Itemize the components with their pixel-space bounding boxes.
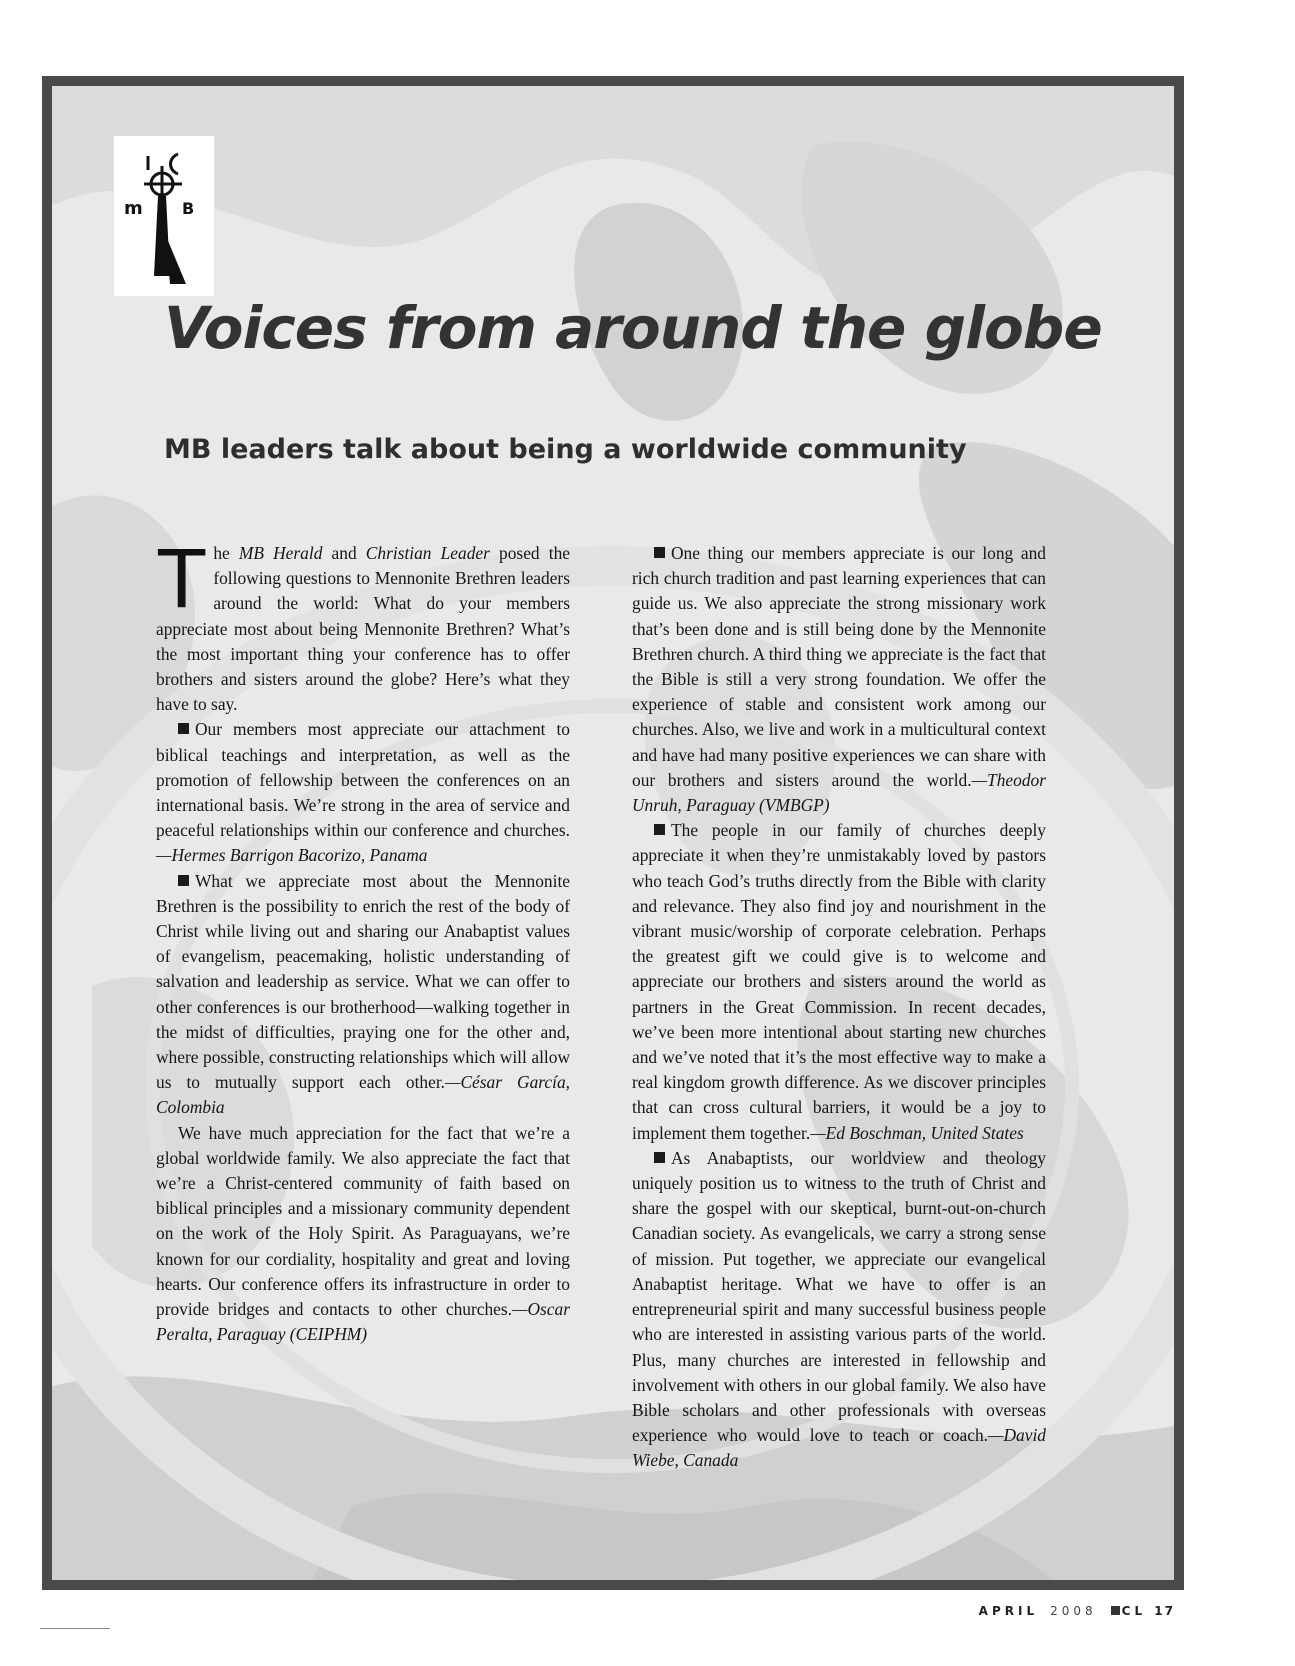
response-paragraph	[632, 818, 1046, 1146]
article-frame	[42, 76, 1184, 1590]
folio-page-number: 17	[1154, 1604, 1175, 1618]
article-title: Voices from around the globe	[164, 294, 1102, 362]
response-text: We have much appreciation for the fact that we’re a global worldwide family. We also appreciate the fact that we’re a Christ-centered community of faith based on biblical principles and a missionary community dependent on the work of the Holy Spirit. As Paraguayans, we’re known for our cordiality, hospitality and great and loving hearts. Our conference offers its infrastructure in order to provide bridges and contacts to other churches.	[156, 1122, 570, 1320]
response-paragraph	[632, 541, 1046, 818]
drop-cap: T	[156, 531, 208, 625]
response-attribution: —David Wiebe, Canada	[632, 1425, 1046, 1471]
square-separator-icon	[1111, 1606, 1120, 1615]
intro-text-3: posed the following questions to Mennonite Brethren leaders around the world: What do your members appreciate most about being Mennonite Brethren? What’s the most important thing your conference has to offer brothers and sisters around the globe? Here’s what they have to say.	[156, 543, 570, 715]
response-text: As Anabaptists, our worldview and theology uniquely position us to witness to the truth of Christ and share the gospel with our skeptical, burnt-out-on-church Canadian society. As evangelicals, we carry a strong sense of mission. Put together, we appreciate our evangelical Anabaptist heritage. What we have to offer is an entrepreneurial spirit and many successful business people who are interested in assisting various parts of the world. Plus, many churches are interested in fellowship and involvement with others in our global family. We also have Bible scholars and other professionals with overseas experience who would love to teach or coach.	[632, 1147, 1046, 1446]
square-bullet-icon	[654, 1152, 665, 1163]
response-attribution: —Oscar Peralta, Paraguay (CEIPHM)	[156, 1299, 570, 1345]
logo-letter-b: B	[182, 199, 195, 218]
response-attribution: —Ed Boschman, United States	[810, 1122, 1024, 1143]
mb-logo	[114, 136, 214, 296]
response-attribution: —Hermes Barrigon Bacorizo, Panama	[156, 845, 428, 866]
response-paragraph	[156, 717, 570, 868]
response-paragraph	[632, 1146, 1046, 1474]
publication-name-leader: Christian Leader	[365, 543, 490, 563]
response-paragraph	[156, 869, 570, 1121]
response-text: The people in our family of churches deeply appreciate it when they’re unmistakably loved by pastors who teach God’s truths directly from the Bible with clarity and relevance. They also find joy and nourishment in the vibrant music/worship of corporate celebration. Perhaps the greatest gift we could give is to welcome and appreciate our brothers and sisters around the world as partners in the Great Commission. In recent decades, we’ve been more intentional about starting new churches and we’ve noted that it’s the most effective way to make a real kingdom growth difference. As we discover principles that can cross cultural barriers, it would be a joy to implement them together.	[632, 820, 1046, 1143]
square-bullet-icon	[178, 875, 189, 886]
folio-magazine: CL	[1121, 1604, 1147, 1618]
left-column	[156, 531, 570, 1348]
article-subtitle: MB leaders talk about being a worldwide community	[164, 434, 967, 465]
footer-rule	[40, 1628, 110, 1629]
right-column	[632, 541, 1046, 1474]
square-bullet-icon	[654, 824, 665, 835]
response-attribution: —César García, Colombia	[156, 1072, 570, 1118]
response-attribution: —Theodor Unruh, Paraguay (VMBGP)	[632, 769, 1046, 816]
response-text: One thing our members appreciate is our long and rich church tradition and past learning experiences that can guide us. We also appreciate the strong missionary work that’s been done and is still being done by the Mennonite Brethren church. A third thing we appreciate is the fact that the Bible is still a very strong foundation. We offer the experience of stable and consistent work among our churches. Also, we live and work in a multicultural context and have had many positive experiences we can share with our brothers and sisters around the world.	[632, 543, 1046, 790]
square-bullet-icon	[654, 547, 665, 558]
intro-paragraph	[156, 531, 570, 717]
page-folio	[979, 1604, 1175, 1618]
response-paragraph	[156, 1121, 570, 1348]
logo-letter-m: m	[124, 198, 143, 219]
intro-text-1: he	[213, 543, 239, 563]
response-text: Our members most appreciate our attachment to biblical teachings and interpretation, as well as the promotion of fellowship between the conferences on an international basis. We’re strong in the area of service and peaceful relationships within our conference and churches.	[156, 719, 570, 841]
folio-month: APRIL	[978, 1604, 1039, 1618]
square-bullet-icon	[178, 723, 189, 734]
response-text: What we appreciate most about the Mennonite Brethren is the possibility to enrich the rest of the body of Christ while living out and sharing our Anabaptist values of evangelism, peacemaking, holistic understanding of salvation and leadership as service. What we can offer to other conferences is our brotherhood—walking together in the midst of difficulties, praying one for the other and, where possible, constructing relationships which will allow us to mutually support each other.	[156, 870, 570, 1093]
folio-year: 2008	[1050, 1604, 1097, 1618]
publication-name-herald: MB Herald	[238, 543, 323, 563]
intro-text-2: and	[322, 543, 366, 563]
